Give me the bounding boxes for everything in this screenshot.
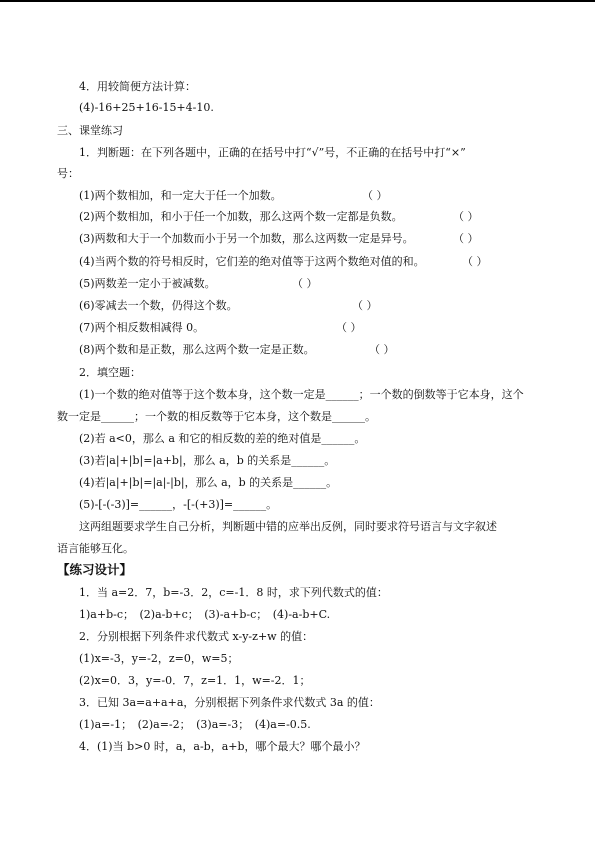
practice-title: 【练习设计】 — [57, 562, 133, 577]
answer-paren: （ ） — [336, 321, 362, 334]
practice-q2-2: (2)x=0．3，y=-0．7，z=1．1，w=-2．1； — [79, 674, 311, 687]
practice-q4: 4．(1)当 b>0 时，a，a-b，a+b，哪个最大？哪个最小？ — [79, 740, 366, 753]
practice-q2-1: (1)x=-3，y=-2，z=0，w=5； — [79, 652, 239, 665]
judge-item: (4)当两个数的符号相反时，它们差的绝对值等于这两个数绝对值的和。 — [79, 255, 425, 268]
judge-item: (2)两个数相加，和小于任一个加数，那么这两个数一定都是负数。 — [79, 210, 403, 223]
judge-item: (5)两数差一定小于被减数。 — [79, 277, 216, 290]
fill-q1-line2: 数一定是______；一个数的相反数等于它本身，这个数是______。 — [57, 410, 376, 423]
judge-item: (3)两数和大于一个加数而小于另一个加数，那么这两数一定是异号。 — [79, 232, 414, 245]
answer-paren: （ ） — [369, 343, 395, 356]
judge-item: (8)两个数和是正数，那么这两个数一定是正数。 — [79, 343, 315, 356]
answer-paren: （ ） — [292, 277, 318, 290]
practice-q3-parts: (1)a=-1； (2)a=-2； (3)a=-3； (4)a=-0.5. — [79, 718, 311, 731]
answer-paren: （ ） — [453, 232, 479, 245]
practice-q1-parts: 1)a+b-c； (2)a-b+c； (3)-a+b-c； (4)-a-b+C. — [79, 608, 331, 621]
judge-item: (7)两个相反数相减得 0。 — [79, 321, 205, 334]
answer-paren: （ ） — [352, 299, 378, 312]
section3-title: 三、课堂练习 — [57, 124, 123, 137]
fill-q5: (5)-[-(-3)]=______，-[-(+3)]=______。 — [79, 498, 278, 511]
section4-title: 4．用较简便方法计算： — [79, 80, 196, 93]
note-line2: 语言能够互化。 — [57, 542, 134, 555]
fill-q1-line1: (1)一个数的绝对值等于这个数本身，这个数一定是______；一个数的倒数等于它本身，这个 — [79, 388, 524, 401]
answer-paren: （ ） — [362, 189, 388, 202]
fill-q2: (2)若 a<0，那么 a 和它的相反数的差的绝对值是______。 — [79, 432, 366, 445]
section4-problem: (4)-16+25+16-15+4-10. — [79, 101, 214, 114]
judge-item: (1)两个数相加，和一定大于任一个加数。 — [79, 189, 282, 202]
note-line1: 这两组题要求学生自己分析，判断题中错的应举出反例，同时要求符号语言与文字叙述 — [79, 520, 497, 533]
practice-q1: 1．当 a=2．7，b=-3．2，c=-1．8 时，求下列代数式的值： — [79, 586, 388, 599]
judge-title-line1: 1．判断题：在下列各题中，正确的在括号中打“√”号，不正确的在括号中打“×” — [79, 146, 466, 159]
judge-title-line2: 号： — [57, 167, 79, 180]
fill-q3: (3)若|a|+|b|=|a+b|，那么 a，b 的关系是______。 — [79, 454, 336, 467]
practice-q2: 2．分别根据下列条件求代数式 x-y-z+w 的值： — [79, 630, 314, 643]
fill-title: 2．填空题： — [79, 366, 141, 379]
answer-paren: （ ） — [462, 255, 488, 268]
judge-item: (6)零减去一个数，仍得这个数。 — [79, 299, 238, 312]
answer-paren: （ ） — [453, 210, 479, 223]
fill-q4: (4)若|a|+|b|=|a|-|b|，那么 a，b 的关系是______。 — [79, 476, 338, 489]
top-border-rule — [0, 0, 595, 2]
practice-q3: 3．已知 3a=a+a+a，分别根据下列条件求代数式 3a 的值： — [79, 696, 380, 709]
